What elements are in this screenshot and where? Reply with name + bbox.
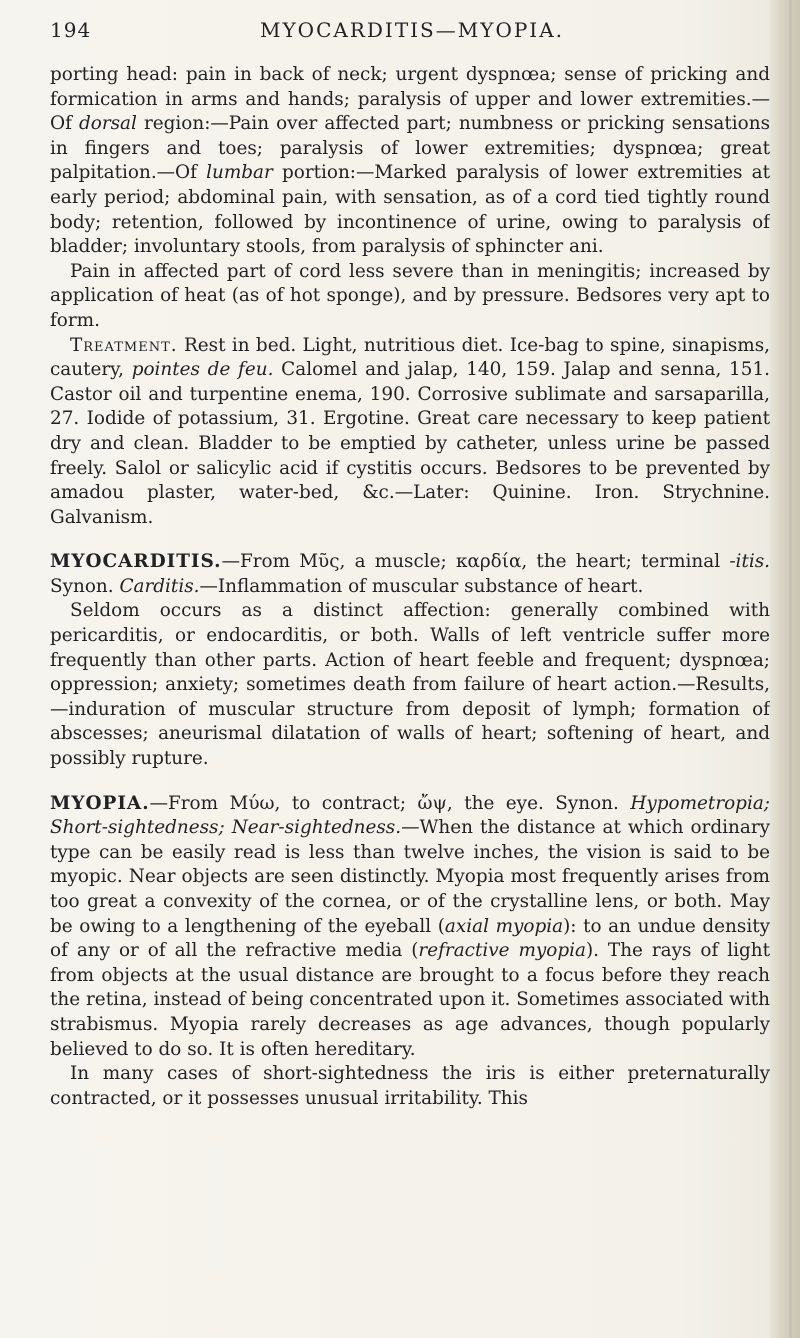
italic-term: Carditis. [119,575,200,597]
text-run: —From Mῦς, a muscle; καρδία, the heart; terminal [221,551,730,573]
section-gap [50,772,770,792]
section-gap [50,530,770,550]
text-run: portion:—Marked paralysis of lower extremities at early period; abdominal pain, with sensation, as of a cord tied tightly round body; retention, followed by incontinence of urine, owing to paralysis of bladder; involuntary stools, from paralysis of sphincter ani. [50,162,770,258]
paragraph-treatment [50,334,770,531]
text-run: ): to an undue density of any or of all the refractive media ( [50,915,770,962]
text-run: ). The rays of light from objects at the usual distance are brought to a focus before they reach the retina, instead of being concentrated upon it. Sometimes associated with strabismus. Myopia rarely decreases as age advances, though popularly believed to do so. It is often hereditary. [50,940,770,1060]
myocarditis-heading: MYOCARDITIS. [50,551,222,573]
text-run: Synon. [50,575,120,597]
text-run: —Inflammation of muscular substance of heart. [199,575,644,597]
myopia-entry [50,792,770,1063]
myocarditis-description: Seldom occurs as a distinct affection: generally combined with pericarditis, or endocarditis, or both. Walls of left ventricle suffer more frequently than other parts. Action of heart feeble and frequent; dyspnœa; oppression; anxiety; sometimes death from failure of heart action.—Results,—induration of muscular structure from deposit of lymph; formation of abscesses; aneurismal dilatation of walls of heart; softening of heart, and possibly rupture. [50,600,770,770]
italic-term: refractive myopia [418,940,586,962]
text-run: porting head: pain in back of neck; urgent dyspnœa; sense of pricking and formication in arms and hands; paralysis of upper and lower extremities.—Of [50,64,770,135]
text-run: —When the distance at which ordinary type can be easily read is less than twelve inches, the vision is said to be myopic. Near objects are seen distinctly. Myopia most frequently arises from too great a convexity of the cornea, or of the crystalline lens, or both. May be owing to a lengthening of the eyeball ( [50,817,770,937]
paragraph-pain: Pain in affected part of cord less severe than in meningitis; increased by application of heat (as of hot sponge), and by pressure. Bedsores very apt to form. [50,260,770,331]
text-run: Rest in bed. Light, nutritious diet. Ice-bag to spine, sinapisms, cautery, [50,334,770,381]
text-run: —From Μύω, to contract; ὤψ, the eye. Synon. [149,792,631,814]
text-run: Calomel and jalap, 140, 159. Jalap and senna, 151. Castor oil and turpentine enema, 190. Corrosive sublimate and sarsaparilla, 27. Iodide of potassium, 31. Ergotine. Great care necessary to keep patient dry and clean. Bladder to be emptied by catheter, unless urine be passed freely. Salol or salicylic acid if cystitis occurs. Bedsores to be prevented by amadou plaster, water-bed, &c.—Later: Quinine. Iron. Strychnine. Galvanism. [50,359,771,528]
facing-page-edge [770,0,800,1338]
myocarditis-entry [50,550,770,599]
italic-term: pointes de feu. [131,359,274,381]
body-text [50,63,770,1111]
myopia-description: In many cases of short-sightedness the iris is either preternaturally contracted, or it possesses unusual irritability. This [50,1063,770,1109]
running-title: MYOCARDITIS—MYOPIA. [260,18,564,42]
page-number: 194 [50,18,92,42]
italic-term: axial myopia [444,915,564,937]
page-header [50,18,770,48]
text-run: region:—Pain over affected part; numbness or pricking sensations in fingers and toes; paralysis of lower extremities; dyspnœa; great palpitation.—Of [50,113,771,184]
italic-term: dorsal [78,113,137,135]
italic-term: lumbar [206,162,273,184]
italic-term: -itis. [729,551,770,573]
book-spine-shadow [789,0,792,1338]
paragraph-symptoms [50,63,770,260]
myopia-heading: MYOPIA. [50,792,150,814]
italic-term: Hypometropia; Short-sightedness; Near-sightedness. [50,792,770,839]
treatment-label: Treatment. [70,334,178,356]
